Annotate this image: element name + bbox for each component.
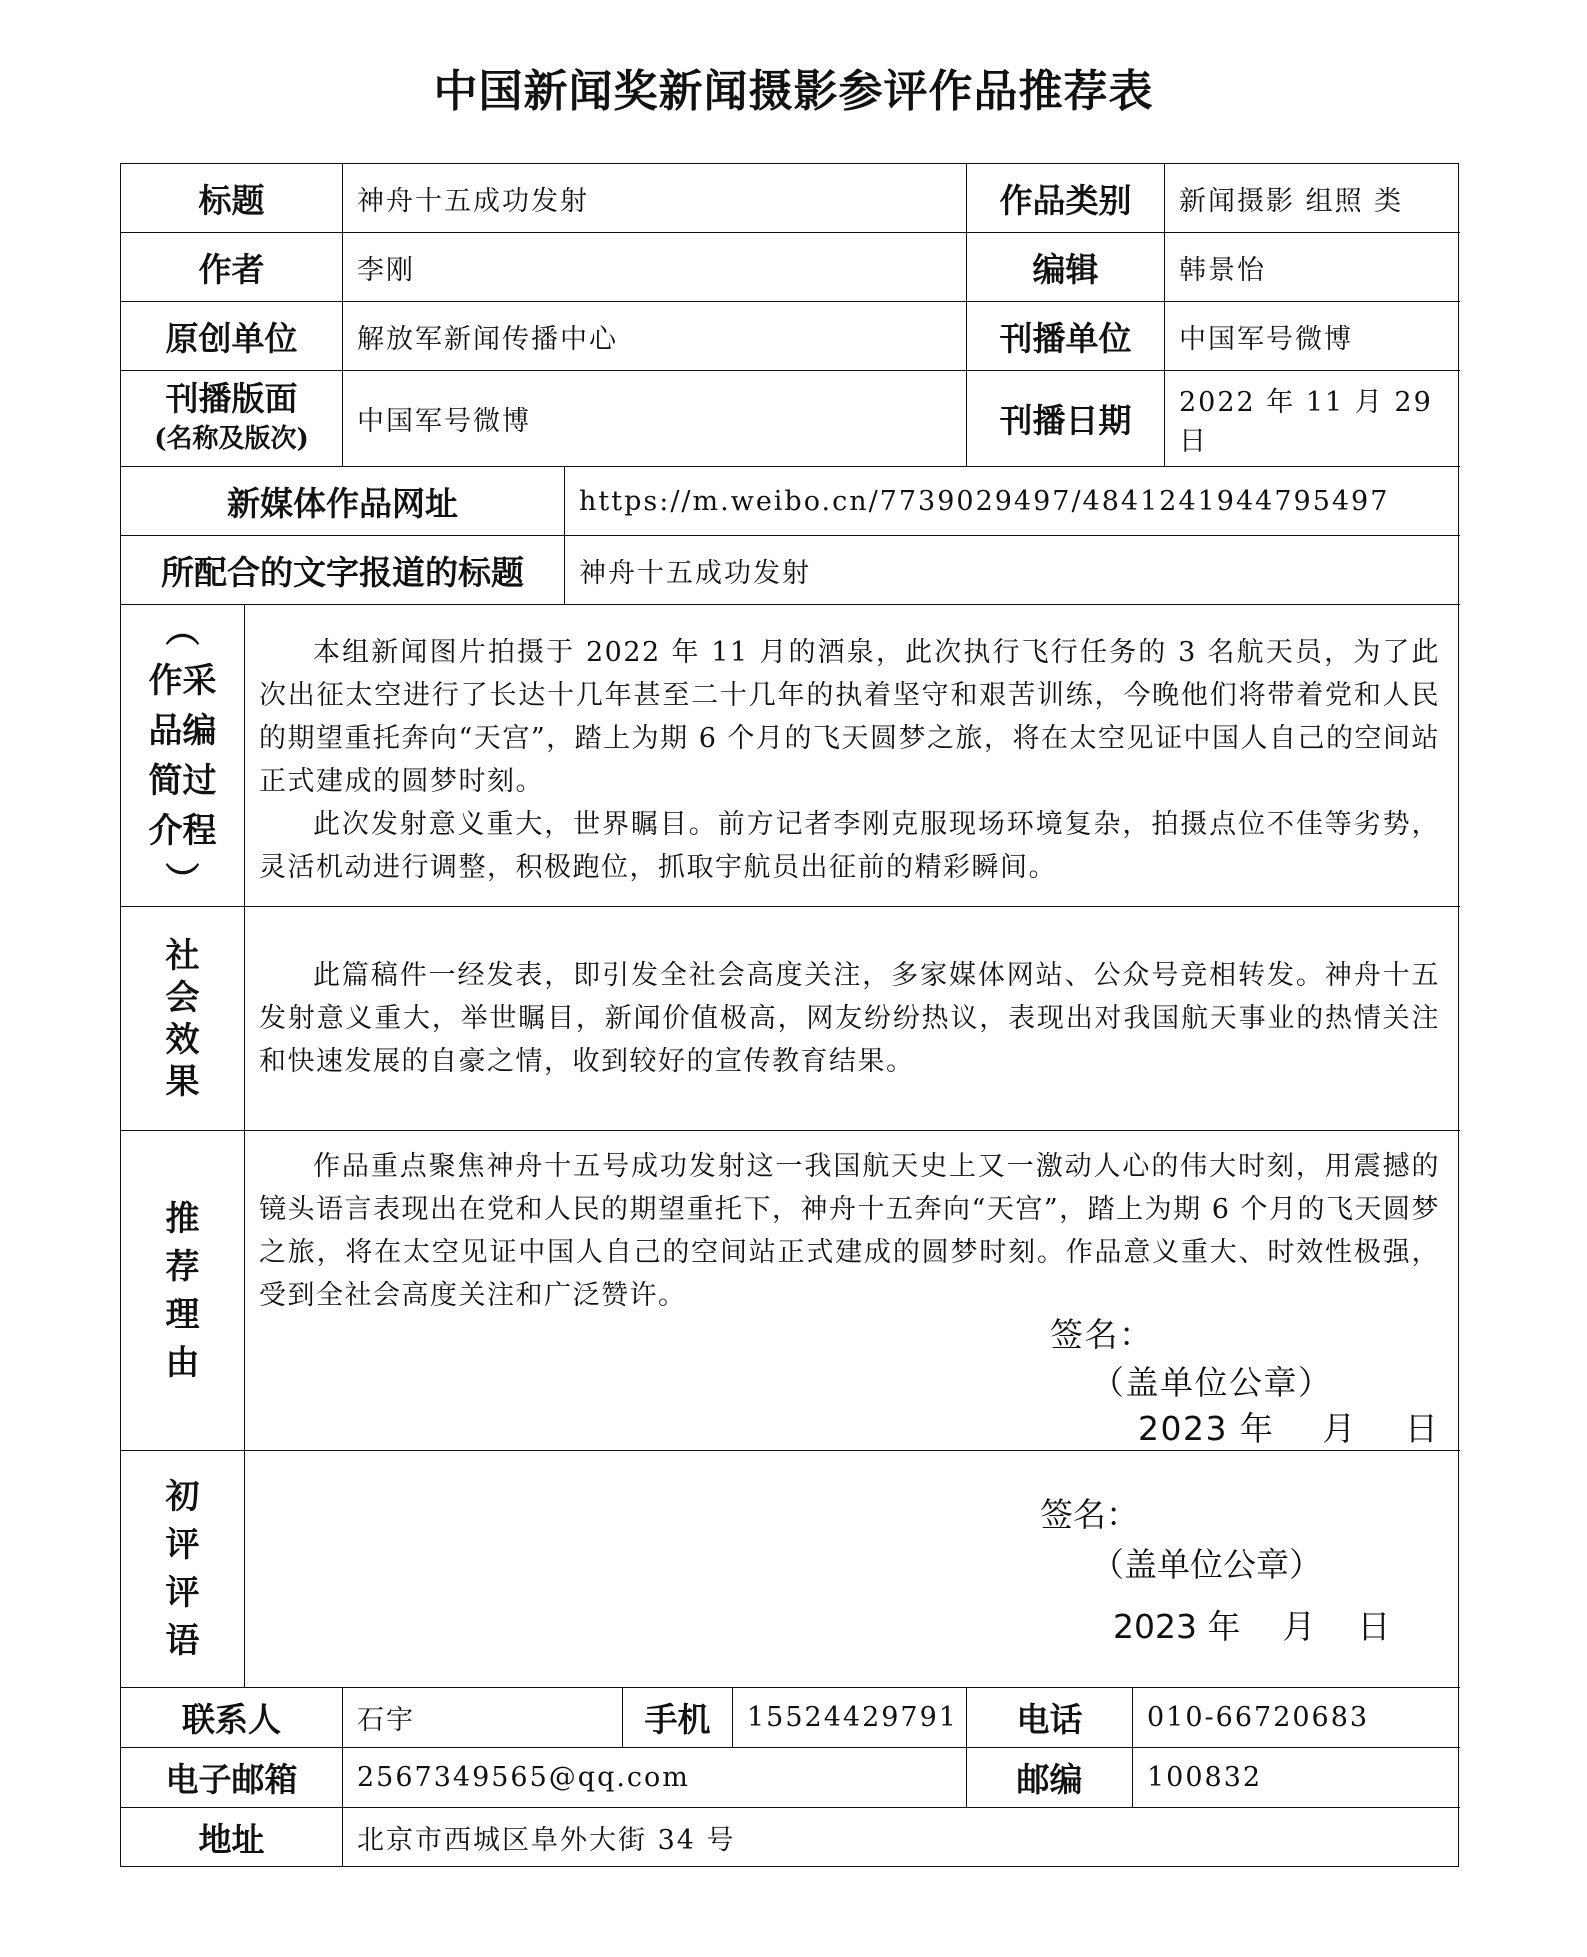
category-value: 新闻摄影 组照 类: [1165, 164, 1460, 233]
zip-label: 邮编: [967, 1748, 1133, 1808]
mobile-label: 手机: [623, 1688, 733, 1748]
origin-value: 解放军新闻传播中心: [343, 302, 967, 371]
reason-label-char: 由: [165, 1342, 200, 1383]
email-label: 电子邮箱: [121, 1748, 343, 1808]
mobile-value: 15524429791: [733, 1688, 967, 1748]
reason-text: [245, 1131, 1460, 1451]
layout-label-cell: [121, 371, 343, 467]
review-label-char: 语: [165, 1621, 200, 1661]
intro-label-char: 品编: [148, 710, 217, 751]
effect-label-char: 社: [165, 935, 200, 976]
review-label: [121, 1451, 245, 1688]
title-label: 标题: [121, 164, 343, 233]
author-value: 李刚: [343, 233, 967, 302]
reason-label-char: 理: [165, 1294, 200, 1335]
zip-value: 100832: [1133, 1748, 1460, 1808]
publisher-label: 刊播单位: [967, 302, 1165, 371]
page-title: 中国新闻奖新闻摄影参评作品推荐表: [433, 66, 1154, 117]
address-value: 北京市西城区阜外大街 34 号: [357, 1824, 736, 1856]
editor-value: 韩景怡: [1165, 233, 1460, 302]
effect-label-char: 效: [165, 1019, 200, 1060]
intro-text: [245, 605, 1460, 907]
layout-value: 中国军号微博: [343, 371, 967, 467]
intro-label-char: ︵: [165, 610, 200, 651]
effect-label: [121, 907, 245, 1131]
contact-value: 石宇: [343, 1688, 623, 1748]
publisher-value: 中国军号微博: [1165, 302, 1460, 371]
intro-label-char: 作采: [148, 660, 217, 701]
intro-label-char: ︶: [165, 860, 200, 901]
review-sign-label: 签名：: [1040, 1495, 1139, 1534]
effect-label-char: 果: [165, 1061, 200, 1102]
review-label-char: 初: [165, 1477, 200, 1517]
review-text: [245, 1451, 1460, 1688]
reason-label-char: 荐: [165, 1246, 200, 1287]
reason-date: 2023 年 月 日: [1138, 1409, 1440, 1448]
report-title-value: 神舟十五成功发射: [565, 536, 1460, 605]
phone-value: 010-66720683: [1133, 1688, 1460, 1748]
review-label-char: 评: [165, 1525, 200, 1565]
review-date: 2023 年 月 日: [1113, 1607, 1391, 1646]
layout-label: 刊播版面: [165, 378, 298, 418]
effect-text: [245, 907, 1460, 1131]
author-label: 作者: [121, 233, 343, 302]
url-value: https://m.weibo.cn/7739029497/4841241944795497: [565, 467, 1460, 536]
url-label: 新媒体作品网址: [121, 467, 565, 536]
title-value: 神舟十五成功发射: [343, 164, 967, 233]
reason-seal-label: （盖单位公章）: [1091, 1363, 1333, 1402]
review-seal-label: （盖单位公章）: [1091, 1545, 1322, 1584]
phone-label: 电话: [967, 1688, 1133, 1748]
reason-label: [121, 1131, 245, 1451]
intro-paragraph: 本组新闻图片拍摄于 2022 年 11 月的酒泉，此次执行飞行任务的 3 名航天员，为了此次出征太空进行了长达十几年甚至二十几年的执着坚守和艰苦训练，今晚他们将带着党和人民的期望重托奔向“天宫”，踏上为期 6 个月的飞天圆梦之旅，将在太空见证中国人自己的空间站正式建成的圆梦时刻。: [259, 637, 1440, 797]
reason-label-char: 推: [165, 1198, 200, 1239]
intro-label: [121, 605, 245, 907]
review-label-char: 评: [165, 1573, 200, 1613]
contact-label: 联系人: [121, 1688, 343, 1748]
intro-label-char: 介程: [148, 810, 217, 851]
intro-label-char: 简过: [148, 760, 217, 801]
reason-paragraph: 作品重点聚焦神舟十五号成功发射这一我国航天史上又一激动人心的伟大时刻，用震撼的镜头语言表现出在党和人民的期望重托下，神舟十五奔向“天宫”，踏上为期 6 个月的飞天圆梦之旅，将在太空见证中国人自己的空间站正式建成的圆梦时刻。作品意义重大、时效性极强，受到全社会高度关注和广泛赞许。: [259, 1151, 1440, 1311]
effect-label-char: 会: [165, 977, 200, 1018]
address-label: 地址: [121, 1808, 343, 1866]
email-value: 2567349565@qq.com: [343, 1748, 967, 1808]
report-title-label: 所配合的文字报道的标题: [121, 536, 565, 605]
date-value: 2022 年 11 月 29 日: [1165, 371, 1460, 467]
origin-label: 原创单位: [121, 302, 343, 371]
category-label: 作品类别: [967, 164, 1165, 233]
reason-sign-label: 签名：: [1050, 1315, 1154, 1354]
layout-sublabel: (名称及版次): [154, 423, 309, 454]
editor-label: 编辑: [967, 233, 1165, 302]
intro-paragraph: 此次发射意义重大，世界瞩目。前方记者李刚克服现场环境复杂，拍摄点位不佳等劣势，灵活机动进行调整，积极跑位，抓取宇航员出征前的精彩瞬间。: [259, 809, 1440, 883]
effect-paragraph: 此篇稿件一经发表，即引发全社会高度关注，多家媒体网站、公众号竞相转发。神舟十五发射意义重大，举世瞩目，新闻价值极高，网友纷纷热议，表现出对我国航天事业的热情关注和快速发展的自豪之情，收到较好的宣传教育结果。: [259, 960, 1440, 1077]
date-label: 刊播日期: [967, 371, 1165, 467]
recommendation-form: [120, 163, 1459, 1867]
